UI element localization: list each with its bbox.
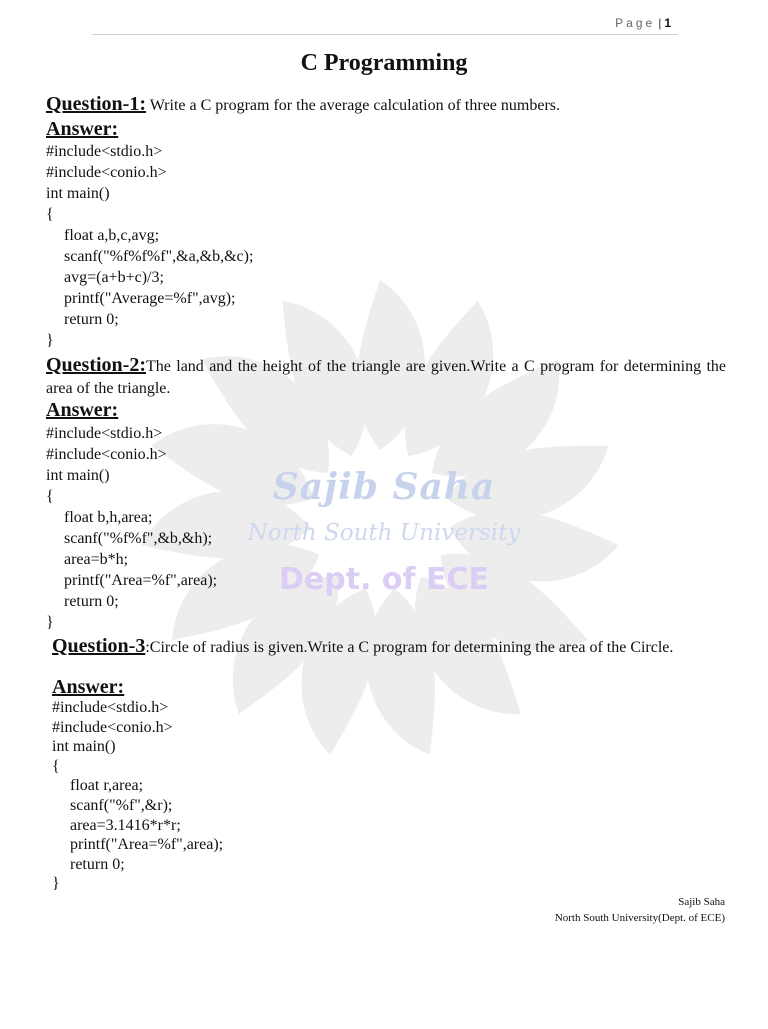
question-1-label: Question-1:: [46, 93, 146, 115]
code-line: return 0;: [70, 855, 125, 873]
code-line: #include<stdio.h>: [52, 699, 169, 716]
question-3-label: Question-3: [52, 635, 146, 657]
code-block-2: [46, 423, 217, 633]
code-line: int main(): [52, 738, 116, 756]
code-line: #include<conio.h>: [46, 164, 167, 181]
footer-name: Sajib Saha: [678, 896, 725, 908]
question-2-text: The land and the height of the triangle are given.Write a C program for determining the area of the triangle.: [46, 358, 726, 397]
code-line: return 0;: [64, 311, 119, 328]
code-line: scanf("%f%f",&b,&h);: [64, 530, 213, 547]
code-line: return 0;: [64, 593, 119, 610]
code-line: {: [46, 488, 54, 505]
question-2: [46, 354, 726, 400]
code-line: }: [52, 875, 60, 893]
code-line: {: [46, 206, 54, 223]
code-line: avg=(a+b+c)/3;: [64, 269, 164, 286]
question-3-text: :Circle of radius is given.Write a C program for determining the area of the Circle.: [145, 639, 674, 656]
code-line: int main(): [46, 467, 110, 484]
code-line: float a,b,c,avg;: [64, 227, 160, 244]
watermark-university: North South University: [247, 520, 521, 546]
code-line: #include<stdio.h>: [46, 143, 163, 160]
code-block-3: [52, 698, 223, 894]
question-2-label: Question-2:: [46, 354, 146, 376]
footer: [555, 894, 725, 926]
code-line: {: [52, 757, 60, 775]
page-number: 1: [664, 16, 671, 30]
code-line: scanf("%f%f%f",&a,&b,&c);: [64, 248, 254, 265]
code-line: area=3.1416*r*r;: [70, 816, 181, 834]
code-line: area=b*h;: [64, 551, 129, 568]
watermark-dept: Dept. of ECE: [278, 562, 489, 597]
footer-affiliation: North South University(Dept. of ECE): [554, 912, 725, 924]
code-line: #include<conio.h>: [52, 718, 173, 736]
question-3: [52, 635, 726, 659]
code-block-1: [46, 141, 253, 351]
code-line: #include<conio.h>: [46, 446, 167, 463]
page-header: Page | 1: [615, 16, 671, 30]
code-line: printf("Area=%f",area);: [64, 572, 218, 589]
question-1-text: Write a C program for the average calculation of three numbers.: [146, 97, 560, 114]
answer-1-label: Answer:: [46, 118, 119, 140]
watermark-name: Sajib Saha: [272, 466, 496, 508]
code-line: }: [46, 614, 54, 631]
code-line: #include<stdio.h>: [46, 425, 163, 442]
code-line: int main(): [46, 185, 110, 202]
code-line: float b,h,area;: [64, 509, 153, 526]
answer-3-label: Answer:: [52, 676, 125, 698]
answer-2-label: Answer:: [46, 399, 119, 421]
question-1: [46, 93, 726, 117]
code-line: }: [46, 332, 54, 349]
code-line: printf("Average=%f",avg);: [64, 290, 236, 307]
code-line: scanf("%f",&r);: [70, 796, 173, 814]
page-title: C Programming: [300, 50, 468, 76]
code-line: printf("Area=%f",area);: [70, 836, 224, 854]
page-word: Page: [615, 16, 656, 30]
code-line: float r,area;: [70, 777, 144, 795]
